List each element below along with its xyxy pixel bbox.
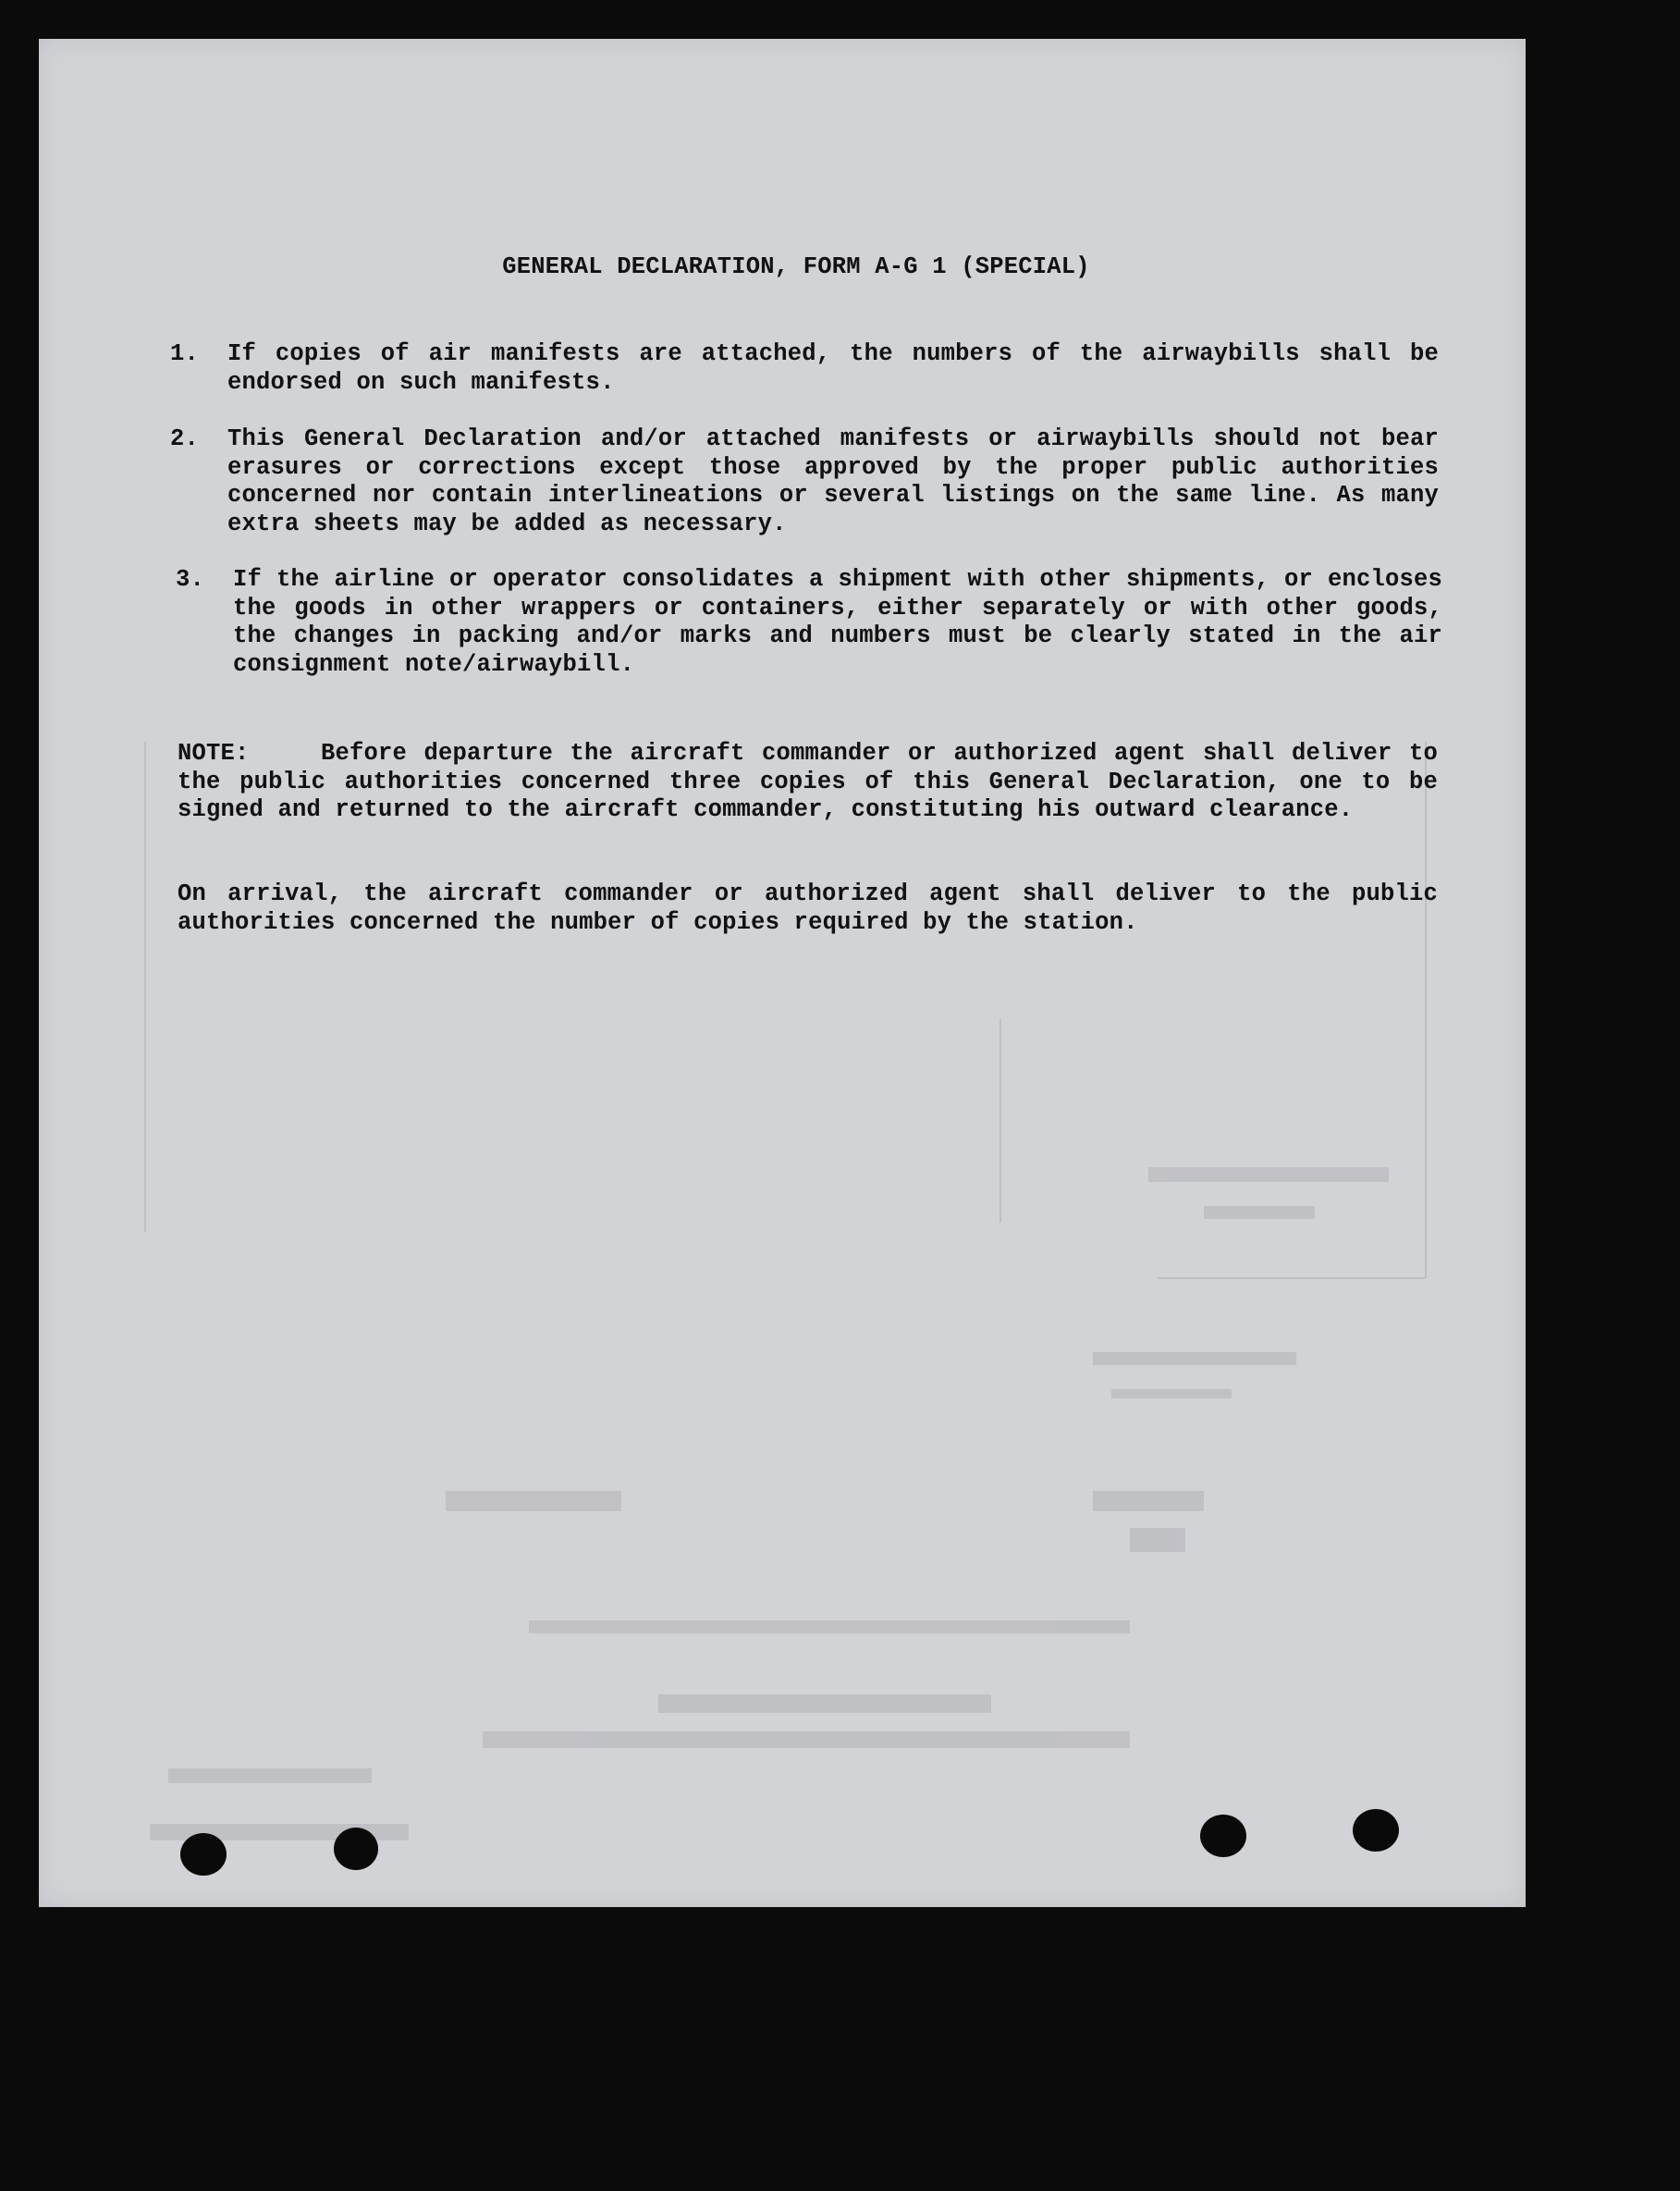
item-text: This General Declaration and/or attached manifests or airwaybills should not bear erasures or corrections except those approved by the proper public authorities concerned nor contain interlineations or several listings on the same line. As many extra sheets may be added as necessary.	[227, 425, 1439, 537]
punch-hole	[334, 1828, 378, 1870]
show-through-marks	[39, 39, 1526, 1907]
instruction-item-3	[176, 566, 1442, 679]
note-label: NOTE:	[178, 740, 250, 767]
note-text: Before departure the aircraft commander or authorized agent shall deliver to the public authorities concerned three copies of this General Declaration, one to be signed and returned to the aircraft commander, constituting his outward clearance.	[178, 740, 1438, 823]
document-page	[39, 39, 1526, 1907]
punch-hole	[180, 1833, 227, 1876]
punch-hole	[1353, 1809, 1399, 1852]
arrival-paragraph: On arrival, the aircraft commander or authorized agent shall deliver to the public authorities concerned the number of copies required by the station.	[178, 880, 1438, 936]
item-number: 1.	[170, 340, 200, 367]
instruction-item-2	[170, 425, 1439, 538]
instruction-item-1	[170, 340, 1439, 397]
note-paragraph	[178, 740, 1438, 825]
item-text: If the airline or operator consolidates a shipment with other shipments, or encloses the goods in other wrappers or containers, either separately or with other goods, the changes in packing and/or marks and numbers must be clearly stated in the air consignment note/airwaybill.	[233, 566, 1442, 678]
page-title: GENERAL DECLARATION, FORM A-G 1 (SPECIAL)	[502, 253, 1090, 280]
item-text: If copies of air manifests are attached, the numbers of the airwaybills shall be endorsed on such manifests.	[227, 340, 1439, 396]
item-number: 3.	[176, 566, 205, 593]
item-number: 2.	[170, 425, 200, 452]
punch-hole	[1200, 1815, 1246, 1857]
